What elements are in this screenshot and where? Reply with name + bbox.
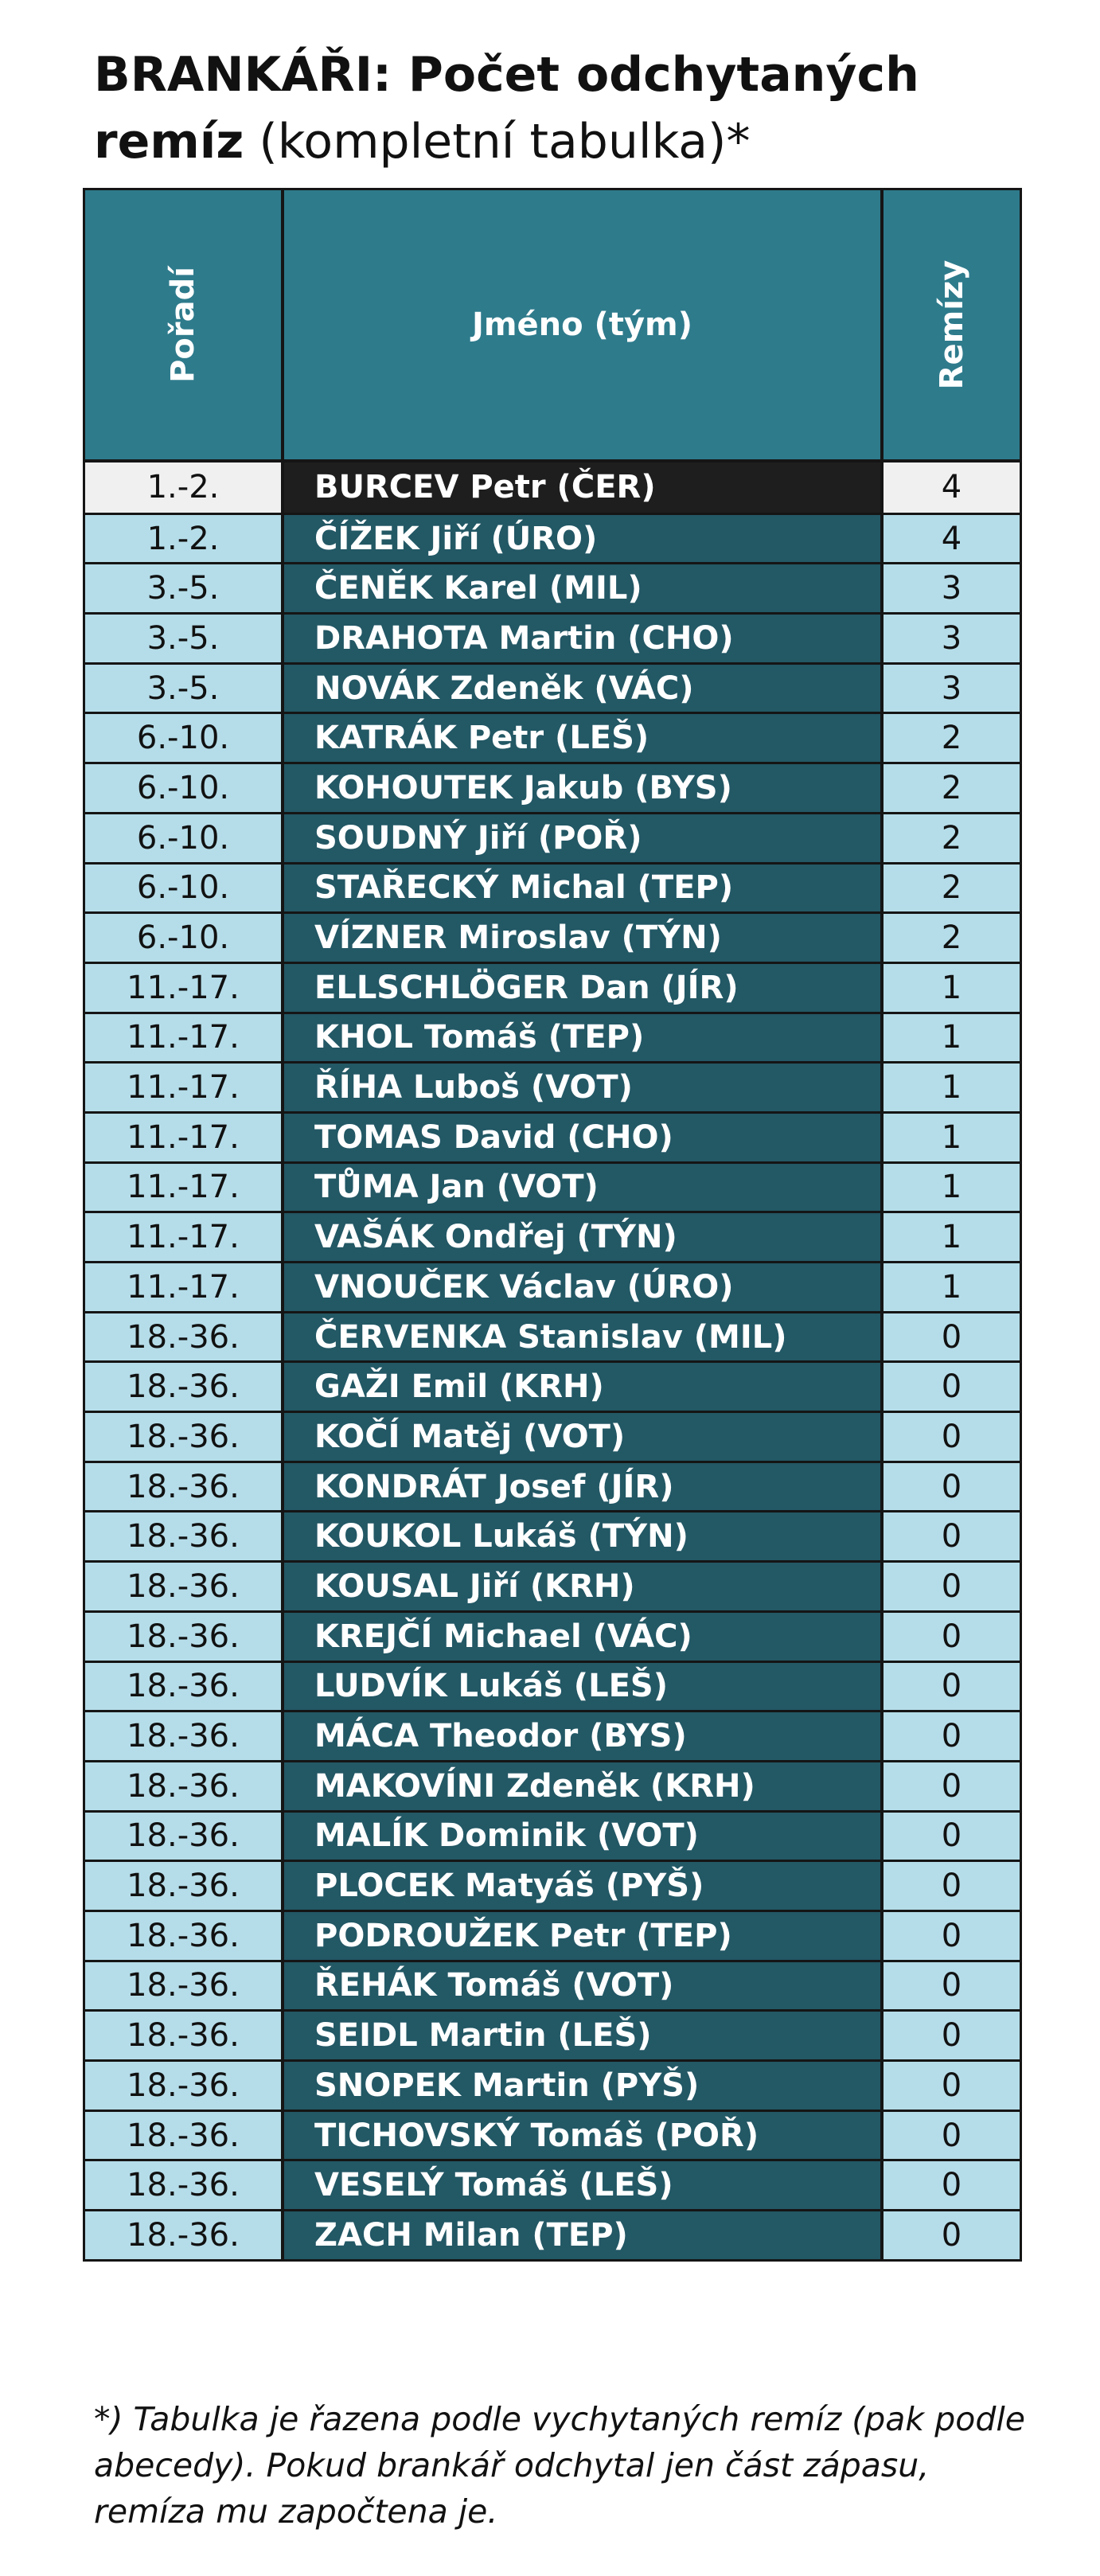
table-row — [85, 612, 1020, 662]
table-row — [85, 1161, 1020, 1212]
draws-cell: 2 — [880, 714, 1020, 762]
table-row — [85, 562, 1020, 612]
table-row — [85, 812, 1020, 862]
name-cell: SEIDL Martin (LEŠ) — [284, 2012, 880, 2059]
name-cell: ČERVENKA Stanislav (MIL) — [284, 1313, 880, 1361]
title-line-2-normal: (kompletní tabulka)* — [244, 114, 751, 170]
table-row — [85, 1111, 1020, 1161]
rank-cell: 18.-36. — [85, 1512, 284, 1560]
header-rank-cell — [85, 190, 284, 459]
draws-cell: 1 — [880, 1064, 1020, 1111]
name-cell: VNOUČEK Václav (ÚRO) — [284, 1263, 880, 1311]
name-cell: KOHOUTEK Jakub (BYS) — [284, 764, 880, 812]
table-row — [85, 1760, 1020, 1810]
table-row — [85, 662, 1020, 712]
rank-cell: 18.-36. — [85, 1762, 284, 1810]
table-row — [85, 1710, 1020, 1760]
name-cell: MÁCA Theodor (BYS) — [284, 1712, 880, 1760]
draws-cell: 0 — [880, 2062, 1020, 2110]
table-row — [85, 1461, 1020, 1511]
draws-cell: 1 — [880, 1213, 1020, 1261]
draws-cell: 1 — [880, 1164, 1020, 1212]
rank-cell: 6.-10. — [85, 814, 284, 862]
rank-cell: 11.-17. — [85, 1014, 284, 1062]
table-row — [85, 2110, 1020, 2160]
table-row — [85, 1261, 1020, 1311]
table-row — [85, 1411, 1020, 1461]
name-cell: ŘÍHA Luboš (VOT) — [284, 1064, 880, 1111]
name-cell: KOČÍ Matěj (VOT) — [284, 1413, 880, 1461]
table-row — [85, 2159, 1020, 2209]
name-cell: VÍZNER Miroslav (TÝN) — [284, 914, 880, 962]
draws-cell: 0 — [880, 1663, 1020, 1711]
draws-cell: 0 — [880, 2161, 1020, 2209]
table-row — [85, 1061, 1020, 1111]
rank-cell: 11.-17. — [85, 1064, 284, 1111]
name-cell: TICHOVSKÝ Tomáš (POŘ) — [284, 2112, 880, 2160]
table-row — [85, 762, 1020, 812]
draws-cell: 0 — [880, 1762, 1020, 1810]
name-cell: SNOPEK Martin (PYŠ) — [284, 2062, 880, 2110]
draws-cell: 1 — [880, 1014, 1020, 1062]
name-cell: KOUKOL Lukáš (TÝN) — [284, 1512, 880, 1560]
page-title — [94, 41, 1049, 175]
rank-cell: 18.-36. — [85, 1962, 284, 2010]
rank-cell: 11.-17. — [85, 1213, 284, 1261]
header-rank: Pořadí — [165, 267, 201, 383]
rank-cell: 3.-5. — [85, 564, 284, 612]
rank-cell: 1.-2. — [85, 515, 284, 563]
header-draws-cell — [880, 190, 1020, 459]
table-row — [85, 1311, 1020, 1361]
rank-cell: 18.-36. — [85, 2211, 284, 2259]
table-row — [85, 1360, 1020, 1411]
draws-cell: 2 — [880, 764, 1020, 812]
table-row — [85, 513, 1020, 563]
header-draws: Remízy — [933, 260, 970, 390]
table-row — [85, 1610, 1020, 1661]
name-cell: KONDRÁT Josef (JÍR) — [284, 1463, 880, 1511]
rank-cell: 18.-36. — [85, 2012, 284, 2059]
draws-cell: 0 — [880, 1313, 1020, 1361]
rank-cell: 11.-17. — [85, 964, 284, 1012]
rank-cell: 18.-36. — [85, 1813, 284, 1860]
name-cell: VAŠÁK Ondřej (TÝN) — [284, 1213, 880, 1261]
table-row — [85, 2009, 1020, 2059]
rank-cell: 18.-36. — [85, 2112, 284, 2160]
name-cell: TŮMA Jan (VOT) — [284, 1164, 880, 1212]
draws-cell: 0 — [880, 1712, 1020, 1760]
rank-cell: 6.-10. — [85, 865, 284, 912]
header-name-cell — [284, 190, 880, 459]
title-line-2-bold: remíz — [94, 114, 244, 170]
name-cell: KOUSAL Jiří (KRH) — [284, 1563, 880, 1610]
table-row — [85, 911, 1020, 962]
draws-cell: 3 — [880, 564, 1020, 612]
name-cell: BURCEV Petr (ČER) — [284, 463, 880, 513]
draws-cell: 1 — [880, 964, 1020, 1012]
name-cell: KATRÁK Petr (LEŠ) — [284, 714, 880, 762]
draws-cell: 0 — [880, 1413, 1020, 1461]
name-cell: TOMAS David (CHO) — [284, 1114, 880, 1161]
draws-cell: 1 — [880, 1114, 1020, 1161]
name-cell: VESELÝ Tomáš (LEŠ) — [284, 2161, 880, 2209]
table-row — [85, 1211, 1020, 1261]
name-cell: MAKOVÍNI Zdeněk (KRH) — [284, 1762, 880, 1810]
rank-cell: 18.-36. — [85, 1862, 284, 1910]
name-cell: MALÍK Dominik (VOT) — [284, 1813, 880, 1860]
table-header — [85, 190, 1020, 463]
table-row — [85, 1661, 1020, 1711]
table-row — [85, 962, 1020, 1012]
draws-cell: 0 — [880, 1912, 1020, 1960]
draws-cell: 0 — [880, 2211, 1020, 2259]
name-cell: STAŘECKÝ Michal (TEP) — [284, 865, 880, 912]
header-name: Jméno (tým) — [471, 306, 692, 343]
rank-cell: 6.-10. — [85, 914, 284, 962]
footnote: *) Tabulka je řazena podle vychytaných remíz (pak podle abecedy). Pokud brankář odchytal jen část zápasu, remíza mu započtena je. — [94, 2400, 1025, 2531]
rank-cell: 18.-36. — [85, 1363, 284, 1411]
rank-cell: 18.-36. — [85, 1912, 284, 1960]
rank-cell: 6.-10. — [85, 764, 284, 812]
name-cell: LUDVÍK Lukáš (LEŠ) — [284, 1663, 880, 1711]
rank-cell: 18.-36. — [85, 1712, 284, 1760]
rank-cell: 3.-5. — [85, 665, 284, 712]
rank-cell: 18.-36. — [85, 2062, 284, 2110]
draws-cell: 0 — [880, 1862, 1020, 1910]
table-row — [85, 1910, 1020, 1960]
name-cell: ŘEHÁK Tomáš (VOT) — [284, 1962, 880, 2010]
draws-cell: 0 — [880, 2012, 1020, 2059]
table-row — [85, 862, 1020, 912]
draws-cell: 0 — [880, 2112, 1020, 2160]
rank-cell: 11.-17. — [85, 1164, 284, 1212]
table-row — [85, 2059, 1020, 2110]
rank-cell: 6.-10. — [85, 714, 284, 762]
rank-cell: 1.-2. — [85, 463, 284, 513]
draws-cell: 0 — [880, 1563, 1020, 1610]
draws-cell: 0 — [880, 1463, 1020, 1511]
name-cell: ZACH Milan (TEP) — [284, 2211, 880, 2259]
rank-cell: 18.-36. — [85, 1613, 284, 1661]
draws-cell: 0 — [880, 1613, 1020, 1661]
title-line-1: BRANKÁŘI: Počet odchytaných — [94, 47, 919, 103]
rank-cell: 11.-17. — [85, 1263, 284, 1311]
rank-cell: 18.-36. — [85, 1563, 284, 1610]
table-row — [85, 2209, 1020, 2259]
name-cell: PODROUŽEK Petr (TEP) — [284, 1912, 880, 1960]
draws-cell: 2 — [880, 914, 1020, 962]
draws-cell: 2 — [880, 865, 1020, 912]
draws-cell: 2 — [880, 814, 1020, 862]
name-cell: KREJČÍ Michael (VÁC) — [284, 1613, 880, 1661]
table-row — [85, 463, 1020, 513]
table-row — [85, 1860, 1020, 1910]
name-cell: DRAHOTA Martin (CHO) — [284, 615, 880, 662]
table-row — [85, 1960, 1020, 2010]
name-cell: GAŽI Emil (KRH) — [284, 1363, 880, 1411]
table-row — [85, 1560, 1020, 1610]
draws-cell: 0 — [880, 1962, 1020, 2010]
table-row — [85, 712, 1020, 762]
name-cell: ELLSCHLÖGER Dan (JÍR) — [284, 964, 880, 1012]
table-row — [85, 1012, 1020, 1062]
name-cell: ČENĚK Karel (MIL) — [284, 564, 880, 612]
rank-cell: 18.-36. — [85, 1313, 284, 1361]
rank-cell: 18.-36. — [85, 1413, 284, 1461]
draws-cell: 1 — [880, 1263, 1020, 1311]
name-cell: KHOL Tomáš (TEP) — [284, 1014, 880, 1062]
draws-cell: 0 — [880, 1512, 1020, 1560]
rank-cell: 18.-36. — [85, 1663, 284, 1711]
rank-cell: 18.-36. — [85, 2161, 284, 2209]
rank-cell: 18.-36. — [85, 1463, 284, 1511]
table-row — [85, 1510, 1020, 1560]
draws-cell: 0 — [880, 1363, 1020, 1411]
draws-cell: 3 — [880, 615, 1020, 662]
draws-cell: 3 — [880, 665, 1020, 712]
draws-cell: 4 — [880, 515, 1020, 563]
name-cell: SOUDNÝ Jiří (POŘ) — [284, 814, 880, 862]
name-cell: NOVÁK Zdeněk (VÁC) — [284, 665, 880, 712]
goalkeepers-table — [83, 188, 1022, 2262]
table-row — [85, 1810, 1020, 1860]
name-cell: ČÍŽEK Jiří (ÚRO) — [284, 515, 880, 563]
draws-cell: 0 — [880, 1813, 1020, 1860]
name-cell: PLOCEK Matyáš (PYŠ) — [284, 1862, 880, 1910]
rank-cell: 11.-17. — [85, 1114, 284, 1161]
draws-cell: 4 — [880, 463, 1020, 513]
table-body — [85, 463, 1020, 2259]
rank-cell: 3.-5. — [85, 615, 284, 662]
